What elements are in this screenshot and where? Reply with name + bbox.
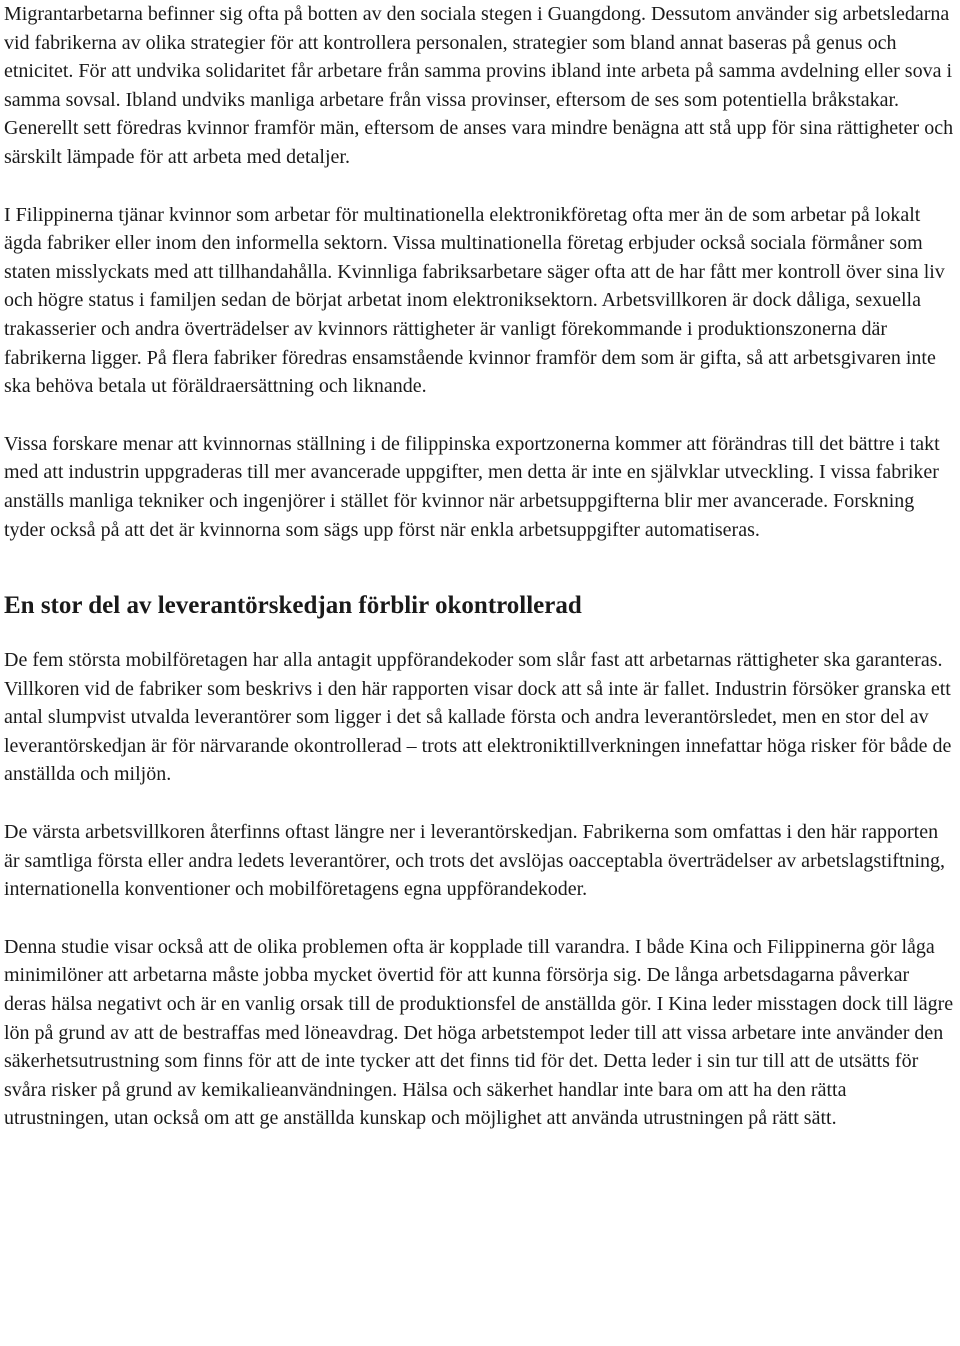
paragraph-researchers: Vissa forskare menar att kvinnornas ställning i de filippinska exportzonerna kommer att förändras till det bättre i takt med att industrin uppgraderas till mer avancerade uppgifter, men detta är inte en självklar utveckling. I vissa fabriker anställs manliga tekniker och ingenjörer i stället för kvinnor när arbetsuppgifterna blir mer avancerade. Forskning tyder också på att det är kvinnorna som sägs upp först när enkla arbetsuppgifter automatiseras. [4,432,940,541]
section-heading: En stor del av leverantörskedjan förblir okontrollerad [4,592,582,620]
paragraph-codes-of-conduct: De fem största mobilföretagen har alla antagit uppförandekoder som slår fast att arbetarnas rättigheter ska garanteras. Villkoren vid de fabriker som beskrivs i den här rapporten visar dock att så inte är fallet. Industrin försöker granska ett antal slumpvist utvalda leverantörer som ligger i det så kallade första och andra leverantörsledet, men en stor del av leverantörskedjan är för närvarande okontrollerad – trots att elektroniktillverkningen innefattar höga risker för både de anställda och miljön. [4,649,952,786]
paragraph-philippines-women: I Filippinerna tjänar kvinnor som arbetar för multinationella elektronikföretag ofta mer än de som arbetar på lokalt ägda fabriker eller inom den informella sektorn. Vissa multinationella företag erbjuder också sociala förmåner som staten misslyckats med att tillhandahålla. Kvinnliga fabriksarbetare säger ofta att de har fått mer kontroll över sina liv och högre status i familjen sedan de börjat arbetat inom elektroniksektorn. Arbetsvillkoren är dock dåliga, sexuella trakasserier och andra överträdelser av kvinnors rättigheter är vanligt förekommande i produktionszonerna där fabrikerna ligger. På flera fabriker föredras ensamstående kvinnor framför dem som är gifta, så att arbetsgivaren inte ska behöva betala ut föräldraersättning och liknande. [4,203,945,398]
paragraph-worst-conditions: De värsta arbetsvillkoren återfinns oftast längre ner i leverantörskedjan. Fabrikerna som omfattas i den här rapporten är samtliga första eller andra ledets leverantörer, och trots det avslöjas oacceptabla överträdelser av arbetslagstiftning, internationella konventioner och mobilföretagens egna uppförandekoder. [4,821,946,901]
paragraph-linked-problems: Denna studie visar också att de olika problemen ofta är kopplade till varandra. I både Kina och Filippinerna gör låga minimilöner att arbetarna måste jobba mycket övertid för att kunna försörja sig. De långa arbetsdagarna påverkar deras hälsa negativt och är en vanlig orsak till de produktionsfel de anställda gör. I Kina leder misstagen dock till lägre lön på grund av att de bestraffas med löneavdrag. Det höga arbetstempot leder till att vissa arbetare inte använder den säkerhetsutrustning som finns för att de inte tycker att det finns tid för det. Detta leder i sin tur till att de utsätts för svåra risker på grund av kemikalieanvändningen. Hälsa och säkerhet handlar inte bara om att ha den rätta utrustningen, utan också om att ge anställda kunskap och möjlighet att använda utrustningen på rätt sätt. [4,935,954,1130]
paragraph-migrant-workers: Migrantarbetarna befinner sig ofta på botten av den sociala stegen i Guangdong. Dessutom använder sig arbetsledarna vid fabrikerna av olika strategier för att kontrollera personalen, strategier som bland annat baseras på genus och etnicitet. För att undvika solidaritet får arbetare från samma provins ibland inte arbeta på samma avdelning eller sova i samma sovsal. Ibland undviks manliga arbetare från vissa provinser, eftersom de ses som potentiella bråkstakar. Generellt sett föredras kvinnor framför män, eftersom de anses vara mindre benägna att stå upp för sina rättigheter och särskilt lämpade för att arbeta med detaljer. [4,3,954,168]
